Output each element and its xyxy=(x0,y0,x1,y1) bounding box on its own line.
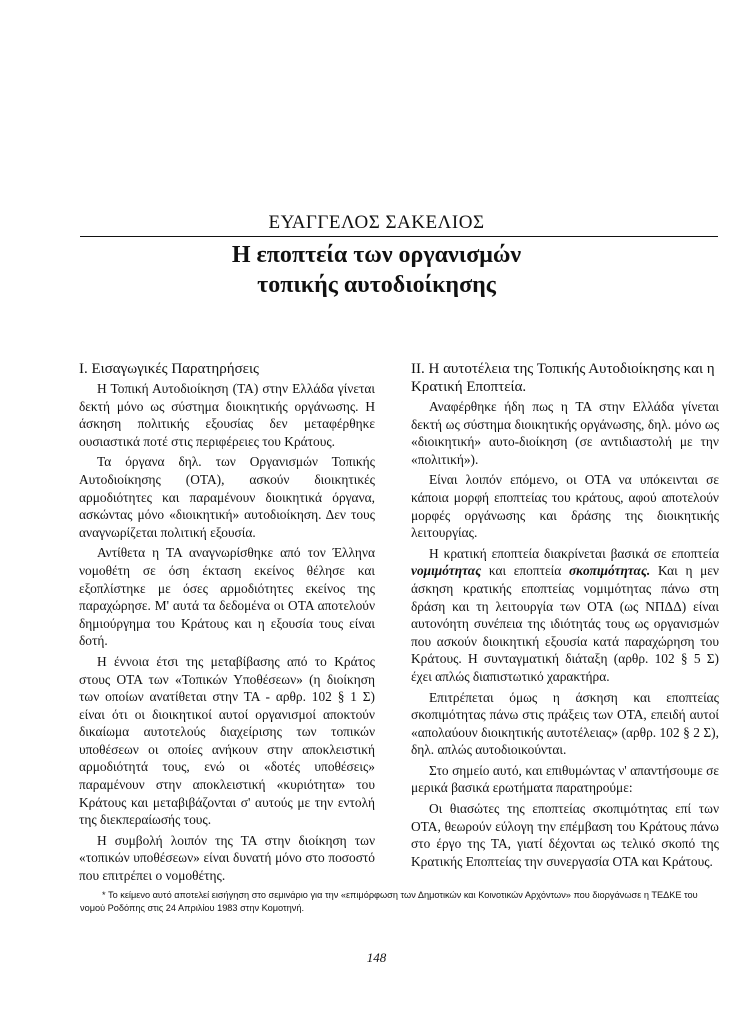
paragraph: Είναι λοιπόν επόμενο, οι ΟΤΑ να υπόκεινται σε κάποια μορφή εποπτείας του κράτους, αφού αποτελούν μορφές οργάνωσης και δράσης της διοικητικής λειτουργίας. xyxy=(411,472,719,541)
title-line-1: Η εποπτεία των οργανισμών xyxy=(231,242,522,268)
author-name: ΕΥΑΓΓΕΛΟΣ ΣΑΚΕΛΙΟΣ xyxy=(268,212,485,233)
paragraph: Αντίθετα η ΤΑ αναγνωρίσθηκε από τον Έλληνα νομοθέτη σε όση έκταση εκείνος θέλησε και εξοπλίστηκε με όσες αρμοδιότητες εκείνος της παραχώρησε. Μ' αυτά τα δεδομένα οι ΟΤΑ αποτελούν δημιούργημα του Κράτους και η εξουσία τους είναι δοτή. xyxy=(79,545,375,649)
paragraph: Τα όργανα δηλ. των Οργανισμών Τοπικής Αυτοδιοίκησης (ΟΤΑ), ασκούν διοικητικές αρμοδιότητες και παραμένουν διοικητικά όργανα, ασκώντας μόνο «διοικητική» αυτοδιοίκηση. Δεν τους αναγνωρίζεται πολιτική εξουσία. xyxy=(79,454,375,540)
paragraph: Αναφέρθηκε ήδη πως η ΤΑ στην Ελλάδα γίνεται δεκτή ως σύστημα διοικητικής οργάνωσης, δηλ. μόνο ως «διοικητική» αυτο-διοίκηση (σε αντιδιαστολή με την «πολιτική»). xyxy=(411,399,719,467)
section-heading-2: ΙΙ. Η αυτοτέλεια της Τοπικής Αυτοδιοίκησης και η Κρατική Εποπτεία. xyxy=(411,361,715,395)
paragraph: Οι θιασώτες της εποπτείας σκοπιμότητας επί των ΟΤΑ, θεωρούν εύλογη την επέμβαση του Κράτους πάνω στο έργο της ΤΑ, γιατί δέχονται ως τελικό σκοπό της Κρατικής Εποπτείας την συνεργασία ΟΤΑ και Κράτους. xyxy=(411,801,719,869)
footnote-text: * Το κείμενο αυτό αποτελεί εισήγηση στο σεμινάριο για την «επιμόρφωση των Δημοτικών και Κοινοτικών Αρχόντων» που διοργάνωσε η ΤΕΔΚΕ του νομού Ροδόπης στις 24 Απριλίου 1983 στην Κομοτηνή. xyxy=(80,890,698,913)
section-heading-1: Ι. Εισαγωγικές Παρατηρήσεις xyxy=(79,361,259,377)
article-title xyxy=(0,240,753,300)
title-line-2: τοπικής αυτοδιοίκησης xyxy=(257,272,496,298)
paragraph: Η Τοπική Αυτοδιοίκηση (ΤΑ) στην Ελλάδα γίνεται δεκτή μόνο ως σύστημα διοικητικής οργάνωσης. Η άσκηση πολιτικής εξουσίας δεν μεταφέρθηκε ουσιαστικά ποτέ στις περιφέρειες του Κράτους. xyxy=(79,381,375,449)
left-column xyxy=(79,360,375,888)
text: Και η μεν άσκηση κρατικής εποπτείας νομιμότητας πάνω στη δράση και τη λειτουργία των ΟΤΑ (ως ΝΠΔΔ) είναι αυτονόητη συνέπεια της ιδιότητάς τους ως οργανισμών που ασκούν διοικητική εξουσία κατά παραχώρηση του Κράτους. Η συνταγματική διάταξη (αρθρ. 102 § 5 Σ) έχει απλώς διαπιστωτικό χαρακτήρα. xyxy=(411,563,719,684)
right-column xyxy=(411,360,719,873)
paragraph: Στο σημείο αυτό, και επιθυμώντας ν' απαντήσουμε σε μερικά βασικά ερωτήματα παρατηρούμε: xyxy=(411,762,719,796)
paragraph: Η έννοια έτσι της μεταβίβασης από το Κράτος στους ΟΤΑ των «Τοπικών Υποθέσεων» (η διοίκηση των οποίων ανατίθεται στην ΤΑ - αρθρ. 102 § 1 Σ) είναι ότι οι διοικητικοί αυτοί οργανισμοί αποκτούν δικαίωμα αυτοτελούς διαχείρισης των τοπικών υποθέσεων οι οποίες ανήκουν στην αποκλειστική αρμοδιότητά τους, ενώ οι «δοτές υποθέσεις» παραμένουν στην αποκλειστική «κυριότητα» του Κράτους και μεταβιβάζονται σ' αυτούς με την εντολή της διεκπεραίωσής τους. xyxy=(79,653,375,828)
title-rule xyxy=(80,236,718,237)
paragraph: Επιτρέπεται όμως η άσκηση και εποπτείας σκοπιμότητας πάνω στις πράξεις των ΟΤΑ, επειδή αυτοί «απολαύουν διοικητικής αυτοτέλειας» (αρθρ. 102 § 2 Σ), δηλ. απλώς αυτοδιοικούνται. xyxy=(411,689,719,758)
emphasis-expediency: σκοπιμότητας. xyxy=(568,563,651,579)
text: και εποπτεία xyxy=(488,563,562,579)
emphasis-legality: νομιμότητας xyxy=(411,563,482,579)
text: Η κρατική εποπτεία διακρίνεται βασικά σε εποπτεία xyxy=(429,545,719,561)
page-number: 148 xyxy=(366,950,387,965)
paragraph: Η συμβολή λοιπόν της ΤΑ στην διοίκηση των «τοπικών υποθέσεων» είναι δυνατή μόνο στο ποσοστό που επιτρέπει ο νομοθέτης. xyxy=(79,832,375,884)
paragraph-supervision-types xyxy=(411,545,719,686)
footnote xyxy=(80,889,720,914)
